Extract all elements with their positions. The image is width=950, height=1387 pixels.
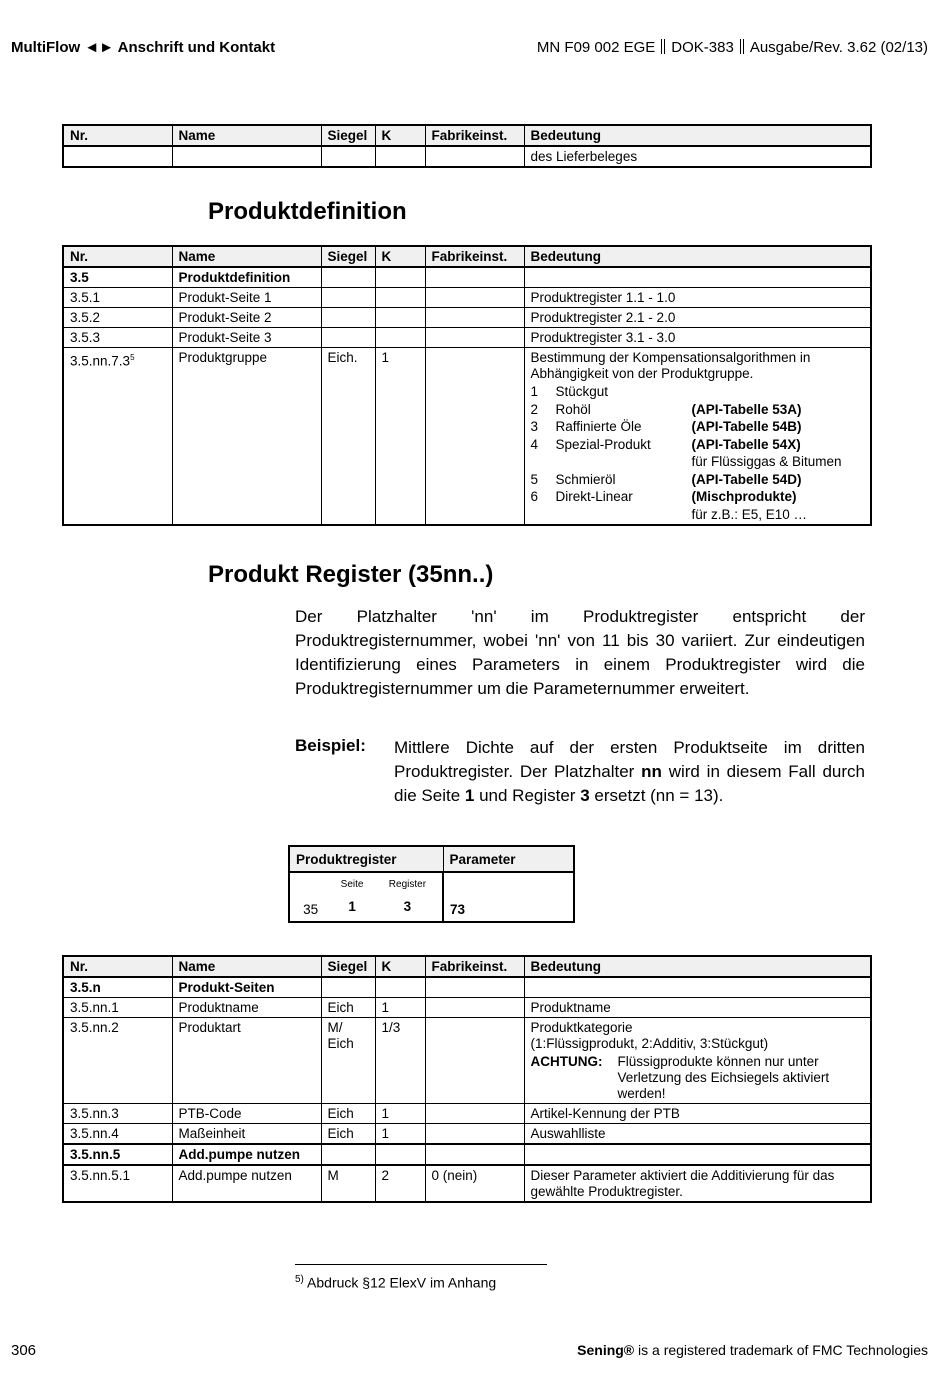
seite-label: Seite bbox=[340, 879, 364, 890]
example-part: ersetzt (nn = 13). bbox=[589, 786, 724, 805]
item-number: 1 bbox=[530, 384, 539, 399]
table-row bbox=[63, 1104, 871, 1124]
cell: 3.5.2 bbox=[63, 308, 172, 328]
continuation-table bbox=[62, 124, 872, 168]
cell bbox=[425, 1124, 524, 1145]
cell bbox=[321, 308, 375, 328]
warning bbox=[531, 1054, 865, 1102]
col-name: Name bbox=[172, 956, 321, 977]
cell: Eich bbox=[321, 1124, 375, 1145]
table-header-row bbox=[63, 125, 871, 146]
cell: Produktname bbox=[172, 998, 321, 1018]
page-number: 306 bbox=[11, 1342, 37, 1359]
col-name: Name bbox=[172, 246, 321, 267]
table-row bbox=[63, 328, 871, 348]
item-api: (Mischprodukte) bbox=[691, 489, 797, 504]
param-header: Parameter bbox=[443, 846, 574, 872]
cell bbox=[425, 998, 524, 1018]
cell bbox=[375, 288, 425, 308]
doc-number: DOK-383 bbox=[671, 39, 734, 56]
preg-register-cell bbox=[373, 872, 443, 922]
cell: Produktgruppe bbox=[172, 348, 321, 526]
cell bbox=[321, 267, 375, 288]
produkt-seiten-table bbox=[62, 955, 872, 1203]
col-bedeutung: Bedeutung bbox=[524, 246, 871, 267]
seite-value: 1 bbox=[348, 899, 356, 914]
item-name: Schmieröl bbox=[555, 471, 616, 487]
cell bbox=[524, 1144, 871, 1165]
produktdefinition-table bbox=[62, 245, 872, 526]
table-row bbox=[63, 1144, 871, 1165]
col-fabrikeinst: Fabrikeinst. bbox=[425, 125, 524, 146]
cell bbox=[321, 288, 375, 308]
col-siegel: Siegel bbox=[321, 956, 375, 977]
section-title-produktdefinition: Produktdefinition bbox=[208, 198, 407, 225]
doc-code: MN F09 002 EGE bbox=[536, 39, 656, 56]
col-siegel: Siegel bbox=[321, 246, 375, 267]
item-api: (API-Tabelle 54B) bbox=[691, 419, 802, 434]
trademark-text: is a registered trademark of FMC Technologies bbox=[634, 1342, 928, 1358]
cell: des Lieferbeleges bbox=[524, 146, 871, 167]
register-example-table bbox=[288, 845, 575, 923]
cell bbox=[524, 977, 871, 998]
cell: 1/3 bbox=[375, 1018, 425, 1104]
category-options: (1:Flüssigprodukt, 2:Additiv, 3:Stückgut) bbox=[530, 1036, 769, 1051]
item-name: Spezial-Produkt bbox=[555, 436, 651, 452]
param-value: 73 bbox=[443, 872, 574, 922]
cell: Eich bbox=[321, 1104, 375, 1124]
cell: Produkt-Seite 3 bbox=[172, 328, 321, 348]
item-name: Direkt-Linear bbox=[555, 489, 633, 504]
table-header-row bbox=[63, 246, 871, 267]
col-k: K bbox=[375, 125, 425, 146]
warning-text: Flüssigprodukte können nur unter Verletzung des Eichsiegels aktiviert werden! bbox=[617, 1054, 830, 1101]
cell bbox=[425, 1104, 524, 1124]
cell: 3.5.nn.1 bbox=[63, 998, 172, 1018]
cell bbox=[425, 977, 524, 998]
cell: 3.5.nn.5 bbox=[63, 1144, 172, 1165]
example-text bbox=[394, 736, 865, 808]
table-row bbox=[63, 1124, 871, 1145]
cell: 3.5.nn.2 bbox=[63, 1018, 172, 1104]
col-siegel: Siegel bbox=[321, 125, 375, 146]
item-name: Rohöl bbox=[555, 401, 591, 417]
col-fabrikeinst: Fabrikeinst. bbox=[425, 246, 524, 267]
cell bbox=[425, 146, 524, 167]
cell: Produkt-Seite 1 bbox=[172, 288, 321, 308]
cell: 3.5.nn.5.1 bbox=[63, 1165, 172, 1202]
example-bold: 3 bbox=[580, 786, 590, 805]
cell: Produkt-Seite 2 bbox=[172, 308, 321, 328]
item-api: (API-Tabelle 53A) bbox=[691, 401, 802, 417]
cell: 2 bbox=[375, 1165, 425, 1202]
table-row bbox=[63, 1165, 871, 1202]
item-note: für z.B.: E5, E10 … bbox=[691, 506, 808, 522]
intro-paragraph: Der Platzhalter 'nn' im Produktregister entspricht der Produktregisternummer, wobei 'nn' von 11 bis 30 variiert. Zur eindeutigen Identifizierung eines Parameters in einem Produktregister wird die Produktregisternummer um die Parameternummer erweitert. bbox=[295, 607, 865, 698]
table-row bbox=[63, 998, 871, 1018]
cell: Dieser Parameter aktiviert die Additivierung für das gewählte Produktregister. bbox=[524, 1165, 871, 1202]
item-number: 2 bbox=[530, 401, 539, 417]
item-number: 4 bbox=[530, 436, 539, 452]
item-number: 6 bbox=[530, 489, 539, 504]
col-nr: Nr. bbox=[63, 956, 172, 977]
cell: 0 (nein) bbox=[425, 1165, 524, 1202]
header-docinfo bbox=[537, 39, 928, 56]
footnote-text: Abdruck §12 ElexV im Anhang bbox=[307, 1274, 497, 1291]
cell: Eich. bbox=[321, 348, 375, 526]
item-name: Stückgut bbox=[555, 384, 609, 399]
table-row bbox=[63, 288, 871, 308]
table-row bbox=[63, 308, 871, 328]
cell bbox=[375, 977, 425, 998]
header-title: MultiFlow ◄► Anschrift und Kontakt bbox=[11, 39, 276, 56]
table-row-produktgruppe bbox=[63, 348, 871, 526]
cell: Artikel-Kennung der PTB bbox=[524, 1104, 871, 1124]
cell: Produkt-Seiten bbox=[172, 977, 321, 998]
table-row bbox=[63, 977, 871, 998]
row-number: 3.5.nn.7.3 bbox=[70, 353, 131, 369]
cell bbox=[425, 1018, 524, 1104]
item-note: für Flüssiggas & Bitumen bbox=[691, 454, 842, 469]
cell bbox=[425, 1144, 524, 1165]
example-part: Mittlere Dichte auf der ersten Produktseite im dritten Produktregister. Der Platzhalter bbox=[394, 738, 865, 781]
cell bbox=[425, 328, 524, 348]
section-title-produkt-register: Produkt Register (35nn..) bbox=[208, 561, 494, 588]
cell: 3.5.nn.3 bbox=[63, 1104, 172, 1124]
cell: Produktregister 2.1 - 2.0 bbox=[524, 308, 871, 328]
cell bbox=[375, 308, 425, 328]
register-label: Register bbox=[388, 879, 427, 890]
cell bbox=[321, 328, 375, 348]
cell bbox=[425, 348, 524, 526]
col-k: K bbox=[375, 246, 425, 267]
cell bbox=[321, 1144, 375, 1165]
item-number: 5 bbox=[530, 471, 539, 487]
cell bbox=[321, 146, 375, 167]
table-row bbox=[63, 146, 871, 167]
cell: Produktregister 1.1 - 1.0 bbox=[524, 288, 871, 308]
cell bbox=[425, 308, 524, 328]
cell: Produktdefinition bbox=[172, 267, 321, 288]
category-title: Produktkategorie bbox=[530, 1020, 633, 1035]
cell: PTB-Code bbox=[172, 1104, 321, 1124]
cell: Add.pumpe nutzen bbox=[172, 1165, 321, 1202]
cell: Produktregister 3.1 - 3.0 bbox=[524, 328, 871, 348]
item-api bbox=[692, 383, 865, 401]
register-value: 3 bbox=[403, 899, 412, 914]
cell: M bbox=[321, 1165, 375, 1202]
col-fabrikeinst: Fabrikeinst. bbox=[425, 956, 524, 977]
cell: Add.pumpe nutzen bbox=[172, 1144, 321, 1165]
footnote-number: 5) bbox=[295, 1274, 304, 1285]
cell: 1 bbox=[375, 1104, 425, 1124]
preg-prefix: 35 bbox=[289, 872, 331, 922]
col-nr: Nr. bbox=[63, 246, 172, 267]
cell: 3.5.1 bbox=[63, 288, 172, 308]
cell: 1 bbox=[375, 998, 425, 1018]
example-bold: nn bbox=[641, 762, 662, 781]
group-intro: Bestimmung der Kompensationsalgorithmen in Abhängigkeit von der Produktgruppe. bbox=[530, 350, 811, 381]
cell bbox=[425, 288, 524, 308]
cell: Auswahlliste bbox=[524, 1124, 871, 1145]
footnote-divider bbox=[295, 1264, 547, 1265]
table-row bbox=[63, 1018, 871, 1104]
item-number: 3 bbox=[530, 419, 539, 434]
col-bedeutung: Bedeutung bbox=[524, 125, 871, 146]
col-k: K bbox=[375, 956, 425, 977]
item-api: (API-Tabelle 54X) bbox=[691, 436, 801, 452]
preg-seite-cell bbox=[331, 872, 373, 922]
cell-bedeutung bbox=[524, 1018, 871, 1104]
warning-label: ACHTUNG: bbox=[530, 1054, 603, 1069]
cell bbox=[425, 267, 524, 288]
cell bbox=[375, 267, 425, 288]
cell: 1 bbox=[375, 348, 425, 526]
cell: Produktname bbox=[524, 998, 871, 1018]
cell: 3.5.n bbox=[63, 977, 172, 998]
cell: 3.5 bbox=[63, 267, 172, 288]
cell bbox=[524, 267, 871, 288]
table-header-row bbox=[63, 956, 871, 977]
cell-bedeutung bbox=[524, 348, 871, 526]
item-api: (API-Tabelle 54D) bbox=[691, 471, 802, 487]
cell bbox=[172, 146, 321, 167]
example-part: und Register bbox=[474, 786, 581, 805]
cell bbox=[375, 146, 425, 167]
example-part: wird in diesem Fall durch die Seite bbox=[394, 762, 865, 805]
col-nr: Nr. bbox=[63, 125, 172, 146]
brand-name: Sening® bbox=[577, 1342, 635, 1358]
col-name: Name bbox=[172, 125, 321, 146]
cell bbox=[321, 977, 375, 998]
preg-header: Produktregister bbox=[289, 846, 443, 872]
cell: M/ Eich bbox=[321, 1018, 375, 1104]
cell bbox=[375, 328, 425, 348]
cell: Eich bbox=[321, 998, 375, 1018]
cell bbox=[63, 348, 172, 526]
group-list bbox=[531, 383, 865, 523]
doc-revision: Ausgabe/Rev. 3.62 (02/13) bbox=[749, 39, 928, 56]
example-label: Beispiel: bbox=[295, 736, 366, 755]
cell: 1 bbox=[375, 1124, 425, 1145]
col-bedeutung: Bedeutung bbox=[524, 956, 871, 977]
cell: 3.5.nn.4 bbox=[63, 1124, 172, 1145]
cell: Maßeinheit bbox=[172, 1124, 321, 1145]
cell: Produktart bbox=[172, 1018, 321, 1104]
footnote-ref: 5 bbox=[130, 353, 135, 362]
table-row bbox=[63, 267, 871, 288]
cell bbox=[63, 146, 172, 167]
item-name: Raffinierte Öle bbox=[555, 419, 642, 434]
example-bold: 1 bbox=[464, 786, 475, 805]
footnote bbox=[295, 1274, 496, 1291]
trademark-notice bbox=[577, 1342, 928, 1358]
cell bbox=[375, 1144, 425, 1165]
cell: 3.5.3 bbox=[63, 328, 172, 348]
